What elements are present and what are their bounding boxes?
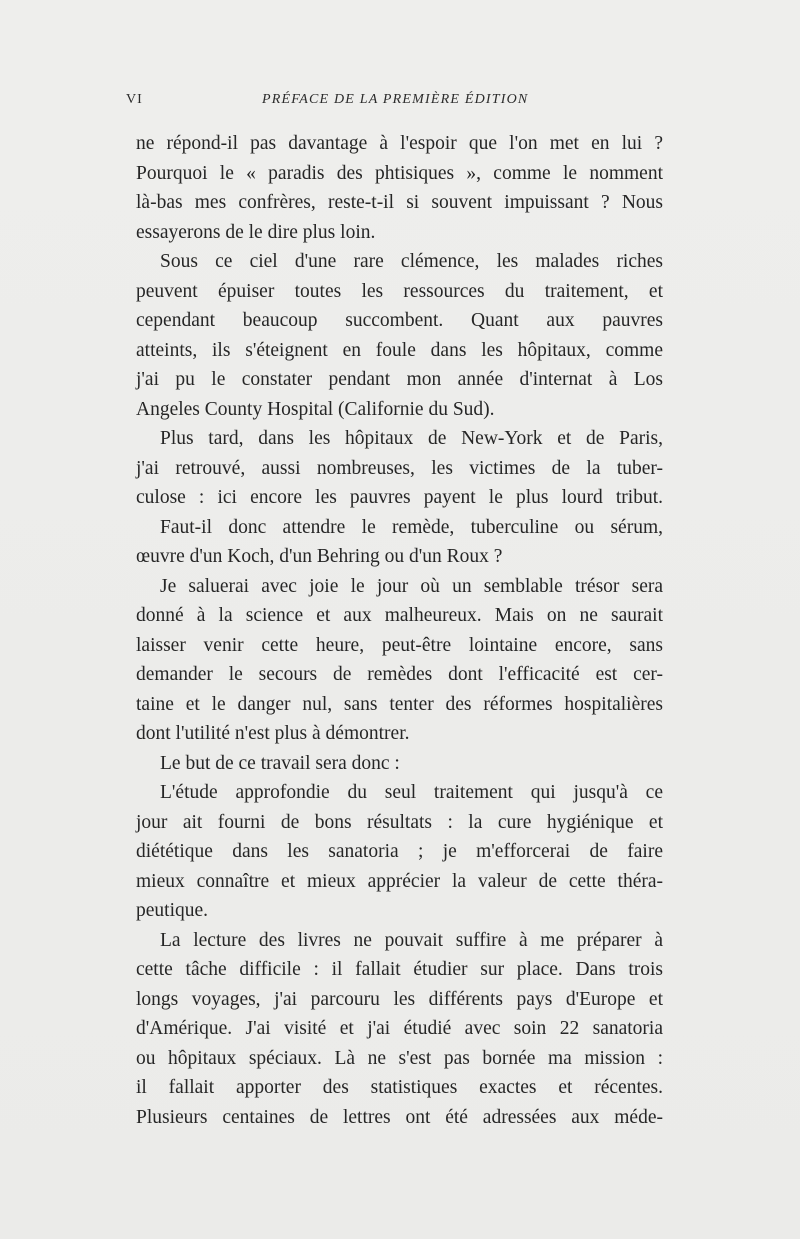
text-line: Faut-il donc attendre le remède, tuberculine ou sérum, <box>160 516 663 538</box>
running-head-title: PRÉFACE DE LA PREMIÈRE ÉDITION <box>262 92 529 107</box>
text-line: j'ai pu le constater pendant mon année d'internat à Los <box>136 369 663 390</box>
text-line: essayerons de le dire plus loin. <box>136 221 376 243</box>
text-line: œuvre d'un Koch, d'un Behring ou d'un Roux ? <box>136 546 503 567</box>
text-line: jour ait fourni de bons résultats : la cure hygiénique et <box>136 811 663 833</box>
text-line: laisser venir cette heure, peut-être lointaine encore, sans <box>136 634 663 656</box>
text-line: cette tâche difficile : il fallait étudier sur place. Dans trois <box>136 959 663 980</box>
text-line: culose : ici encore les pauvres payent le plus lourd tribut. <box>136 487 663 508</box>
page-number: VI <box>126 92 143 107</box>
text-line: longs voyages, j'ai parcouru les différents pays d'Europe et <box>136 988 663 1010</box>
text-line: Angeles County Hospital (Californie du Sud). <box>136 398 495 420</box>
text-line: Plusieurs centaines de lettres ont été adressées aux méde- <box>136 1106 663 1128</box>
text-line: Pourquoi le « paradis des phtisiques », comme le nomment <box>136 162 663 184</box>
body-text <box>136 129 663 1132</box>
text-line: atteints, ils s'éteignent en foule dans les hôpitaux, comme <box>136 339 663 361</box>
text-line: peuvent épuiser toutes les ressources du traitement, et <box>136 280 663 302</box>
text-line: ou hôpitaux spéciaux. Là ne s'est pas bornée ma mission : <box>136 1047 663 1069</box>
text-line: taine et le danger nul, sans tenter des réformes hospitalières <box>136 693 663 715</box>
text-line: Je saluerai avec joie le jour où un semblable trésor sera <box>160 575 663 597</box>
text-line: ne répond-il pas davantage à l'espoir que l'on met en lui ? <box>136 133 663 154</box>
text-line: donné à la science et aux malheureux. Mais on ne saurait <box>136 605 663 626</box>
text-line: demander le secours de remèdes dont l'efficacité est cer- <box>136 664 663 685</box>
text-line: dont l'utilité n'est plus à démontrer. <box>136 723 410 744</box>
text-line: là-bas mes confrères, reste-t-il si souvent impuissant ? Nous <box>136 192 663 213</box>
text-line: il fallait apporter des statistiques exactes et récentes. <box>136 1077 663 1098</box>
running-head <box>0 92 800 112</box>
text-line: cependant beaucoup succombent. Quant aux pauvres <box>136 310 663 331</box>
text-line: Plus tard, dans les hôpitaux de New-York et de Paris, <box>160 428 663 449</box>
text-line: L'étude approfondie du seul traitement qui jusqu'à ce <box>160 782 663 803</box>
text-line: mieux connaître et mieux apprécier la valeur de cette théra- <box>136 870 663 892</box>
text-line: d'Amérique. J'ai visité et j'ai étudié avec soin 22 sanatoria <box>136 1018 663 1039</box>
text-line: peutique. <box>136 900 209 921</box>
text-line: La lecture des livres ne pouvait suffire à me préparer à <box>160 929 663 951</box>
text-line: Sous ce ciel d'une rare clémence, les malades riches <box>160 251 663 272</box>
text-line: Le but de ce travail sera donc : <box>160 752 400 774</box>
text-line: diététique dans les sanatoria ; je m'efforcerai de faire <box>136 841 663 862</box>
text-line: j'ai retrouvé, aussi nombreuses, les victimes de la tuber- <box>136 457 663 479</box>
